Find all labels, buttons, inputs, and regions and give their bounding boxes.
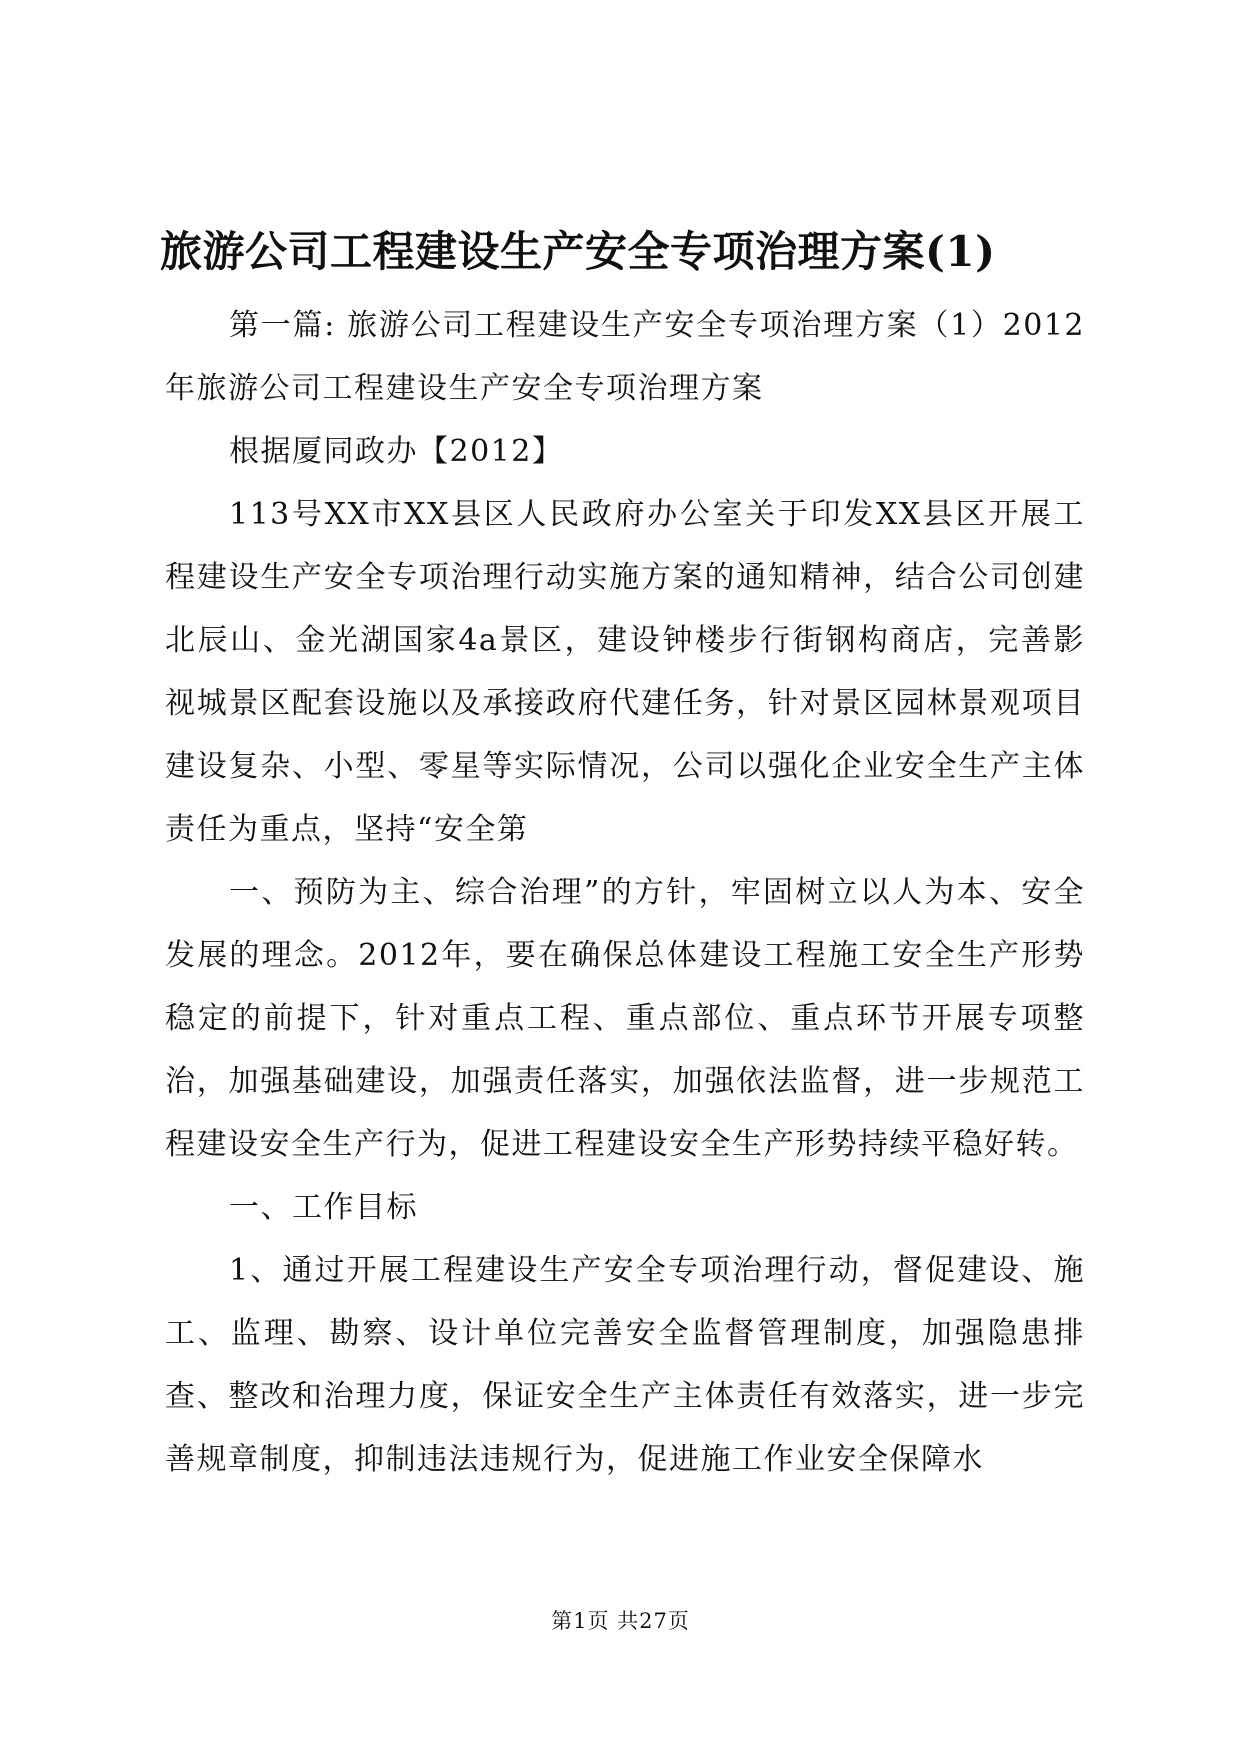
paragraph-basis: 根据厦同政办【2012】: [229, 434, 564, 469]
paragraph-notice: 113号XX市XX县区人民政府办公室关于印发XX县区开展工程建设生产安全专项治理行动实施方案的通知精神，结合公司创建北辰山、金光湖国家4a景区，建设钟楼步行街钢构商店，完善影视城景区配套设施以及承接政府代建任务，针对景区园林景观项目建设复杂、小型、零星等实际情况，公司以强化企业安全生产主体责任为重点，坚持“安全第: [165, 497, 1085, 847]
section-heading-goals: 一、工作目标: [229, 1190, 418, 1225]
paragraph-policy: 一、预防为主、综合治理”的方针，牢固树立以人为本、安全发展的理念。2012年，要在确保总体建设工程施工安全生产形势稳定的前提下，针对重点工程、重点部位、重点环节开展专项整治，加强基础建设，加强责任落实，加强依法监督，进一步规范工程建设安全生产行为，促进工程建设安全生产形势持续平稳好转。: [165, 875, 1085, 1162]
document-title: 旅游公司工程建设生产安全专项治理方案(1): [160, 227, 996, 276]
paragraph-goal-1: 1、通过开展工程建设生产安全专项治理行动，督促建设、施工、监理、勘察、设计单位完善安全监督管理制度，加强隐患排查、整改和治理力度，保证安全生产主体责任有效落实，进一步完善规章制度，抑制违法违规行为，促进施工作业安全保障水: [165, 1253, 1085, 1477]
paragraph-intro: 第一篇: 旅游公司工程建设生产安全专项治理方案（1）2012年旅游公司工程建设生产安全专项治理方案: [165, 308, 1085, 406]
document-body: [165, 294, 1085, 1491]
page-number-footer: 第1页 共27页: [551, 1609, 690, 1633]
